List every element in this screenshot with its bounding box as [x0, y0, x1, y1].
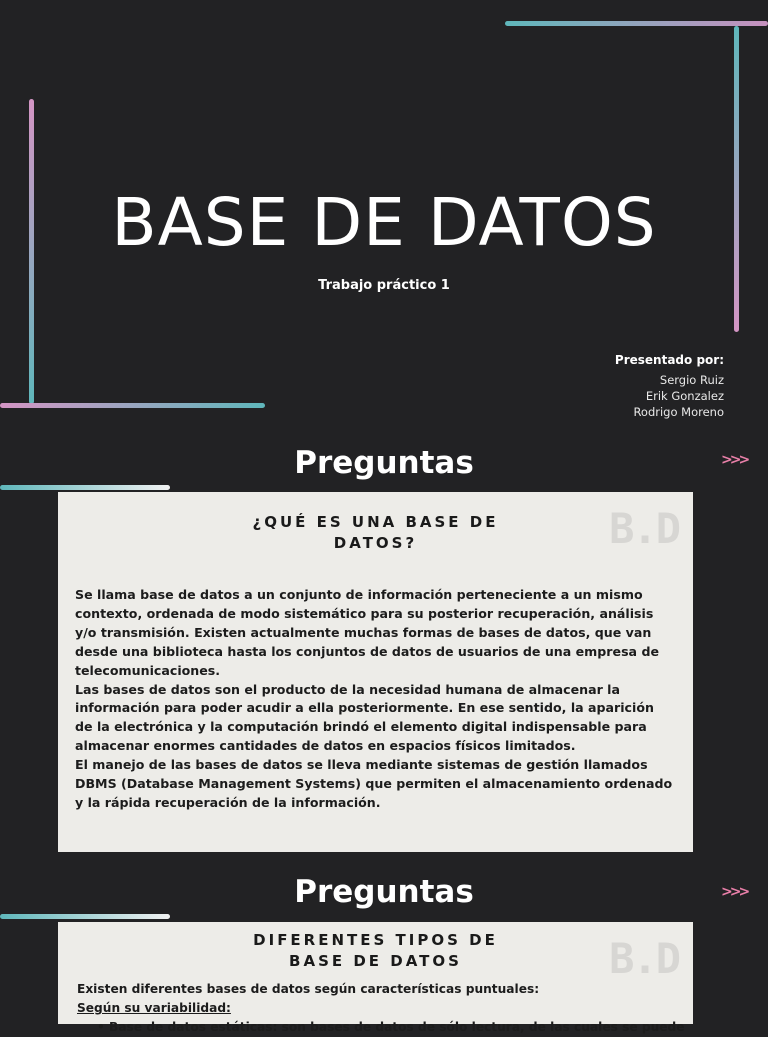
content-card [58, 922, 693, 1034]
presented-by-label: Presentado por: [614, 353, 724, 367]
card-heading-line: BASE DE DATOS [289, 952, 462, 970]
presenter-name: Erik Gonzalez [645, 389, 724, 403]
card-paragraph [58, 586, 693, 813]
card-heading-line: DIFERENTES TIPOS DE [253, 931, 498, 949]
presentation-subtitle: Trabajo práctico 1 [318, 278, 450, 293]
paragraph-line: desde una biblioteca hasta los conjuntos de datos de usuarios de una empresa de [75, 643, 659, 659]
paragraph-line: y la rápida recuperación de la información. [75, 794, 381, 810]
section-underline [0, 485, 170, 490]
paragraph-line: contexto, ordenada de modo sistemático para su posterior recuperación, análisis [75, 605, 654, 621]
chevron-right-icon: >>> [721, 884, 748, 900]
presenter-name: Rodrigo Moreno [633, 405, 724, 419]
card-heading [58, 930, 693, 972]
card-heading-line: ¿QUÉ ES UNA BASE DE [252, 513, 499, 531]
paragraph-line: telecomunicaciones. [75, 662, 221, 678]
section-title: Preguntas [294, 445, 474, 481]
section-title: Preguntas [294, 874, 474, 910]
bd-watermark: B.D [609, 934, 679, 983]
card-paragraph [58, 980, 693, 1037]
paragraph-subheading: Según su variabilidad: [77, 1001, 231, 1015]
presentation-title: BASE DE DATOS [111, 184, 657, 261]
presenter-name: Sergio Ruiz [659, 373, 724, 387]
paragraph-line: DBMS (Database Management Systems) que permiten el almacenamiento ordenado [75, 776, 673, 792]
paragraph-line: almacenar enormes cantidades de datos en espacios físicos limitados. [75, 738, 576, 754]
list-item [77, 1018, 693, 1037]
paragraph-line: y/o transmisión. Existen actualmente muchas formas de bases de datos, que van [75, 624, 652, 640]
content-card [58, 492, 693, 852]
bullet-icon: • [97, 1020, 110, 1034]
paragraph-line: información para poder acudir a ella posteriormente. En ese sentido, la aparición [75, 700, 654, 716]
section-underline [0, 914, 170, 919]
paragraph-line: de la electrónica y la computación brindó el elemento digital indispensable para [75, 719, 647, 735]
list-item-text: Base de datos estáticas: son bases de datos de sólo lectura, de las cuales se puede [109, 1020, 685, 1034]
decorative-line-bottom [0, 403, 265, 408]
paragraph-line: Las bases de datos son el producto de la necesidad humana de almacenar la [75, 681, 620, 697]
chevron-right-icon: >>> [721, 452, 748, 468]
paragraph-line: Existen diferentes bases de datos según características puntuales: [77, 982, 540, 996]
bd-watermark: B.D [609, 504, 679, 553]
decorative-line-top [505, 21, 768, 26]
card-heading [58, 512, 693, 554]
card-heading-line: DATOS? [333, 534, 418, 552]
paragraph-line: Se llama base de datos a un conjunto de información perteneciente a un mismo [75, 587, 643, 602]
paragraph-line: El manejo de las bases de datos se lleva mediante sistemas de gestión llamados [75, 757, 648, 773]
